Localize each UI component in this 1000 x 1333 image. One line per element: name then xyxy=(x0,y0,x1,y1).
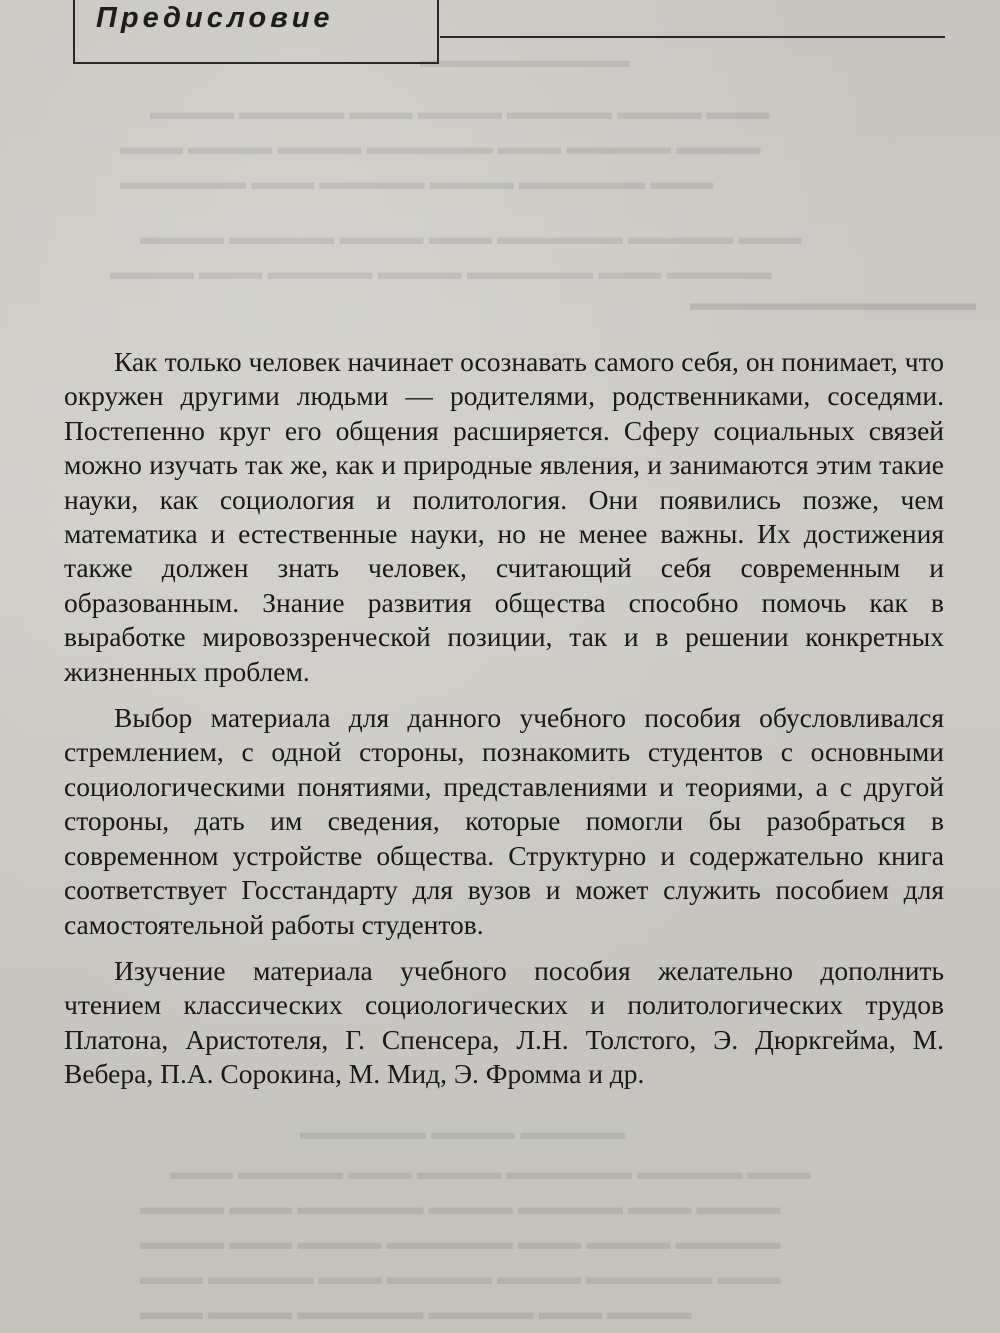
page-title: Предисловие xyxy=(96,2,334,34)
bleed-through-text: ▬▬▬ ▬▬▬▬▬ ▬▬▬▬▬▬ ▬▬▬ ▬▬▬▬ ▬▬▬▬▬ ▬▬▬▬ xyxy=(140,225,802,249)
paragraph-2: Выбор материала для данного учебного пособия обусловливался стремлением, с одной стороны, познакомить студентов с основными социологическими понятиями, представлениями и теориями, а с другой стороны, дать им сведения, которые помогли бы разобраться в современном устройстве общества. Структурно и содержательно книга соответствует Госстандарту для вузов и может служить пособием для самостоятельной работы студентов. xyxy=(64,702,944,940)
bleed-through-heading: ▬▬▬▬▬▬▬▬▬▬▬▬▬ xyxy=(690,290,976,315)
bleed-through-text: ▬▬▬▬▬ ▬▬▬ ▬▬▬▬▬▬ ▬▬▬▬ ▬▬▬▬▬ ▬▬▬ ▬▬▬▬ xyxy=(110,260,772,284)
header-rule xyxy=(440,36,945,38)
bleed-through-text: ▬▬▬▬▬▬▬▬▬▬ xyxy=(420,48,630,72)
bleed-through-text: ▬▬▬▬ ▬▬▬ ▬▬▬▬▬ ▬▬▬▬ ▬▬▬▬▬▬ ▬▬▬ ▬▬▬▬ xyxy=(140,1195,781,1219)
paragraph-1: Как только человек начинает осознавать самого себя, он понимает, что окружен другими людьми — родителями, родственниками, соседями. Постепенно круг его общения расширяется. Сферу социальных связей можно изучать так же, как и природные явления, и занимаются этим такие науки, как социология и политология. Они появились позже, чем математика и естественные науки, но не менее важны. Их достижения также должен знать человек, считающий себя современным и образованным. Знание развития общества способно помочь как в выработке мировоззренческой позиции, так и в решении конкретных жизненных проблем. xyxy=(64,346,944,687)
bleed-through-text: ▬▬▬▬▬ ▬▬▬▬ ▬▬▬▬▬▬ xyxy=(300,1120,626,1144)
paragraph-3: Изучение материала учебного пособия желательно дополнить чтением классических социологических и политологических трудов Платона, Аристотеля, Г. Спенсера, Л.Н. Толстого, Э. Дюркгейма, М. Вебера, П.А. Сорокина, М. Мид, Э. Фромма и др. xyxy=(64,954,944,1090)
bleed-through-text: ▬▬▬ ▬▬▬▬▬▬ ▬▬▬▬ ▬▬▬▬▬ ▬▬▬ ▬▬▬▬▬ ▬▬▬ xyxy=(140,1265,781,1289)
bleed-through-text: ▬▬▬▬▬ ▬▬▬▬ ▬▬▬ ▬▬▬▬▬▬ ▬▬▬▬ ▬▬▬ ▬▬▬▬ xyxy=(140,1230,781,1254)
bleed-through-text: ▬▬▬ ▬▬▬▬▬ ▬▬▬▬▬▬ ▬▬▬▬ ▬▬▬ ▬▬▬▬▬ ▬▬▬ xyxy=(170,1160,811,1184)
bleed-through-text: ▬▬▬ ▬▬▬▬▬▬ ▬▬▬▬ ▬▬▬▬▬ ▬▬▬ ▬▬▬▬▬▬ xyxy=(120,170,714,194)
preface-body xyxy=(64,345,944,1104)
bleed-through-text: ▬▬▬▬ ▬▬▬ ▬▬▬▬▬ ▬▬▬▬▬▬ ▬▬▬▬ ▬▬▬ xyxy=(140,1300,692,1324)
bleed-through-text: ▬▬▬▬ ▬▬▬▬▬ ▬▬▬ ▬▬▬▬▬▬ ▬▬▬▬ ▬▬▬▬ ▬▬▬ xyxy=(120,135,761,159)
bleed-through-text: ▬▬▬ ▬▬▬▬ ▬▬▬▬▬ ▬▬▬▬ ▬▬▬ ▬▬▬▬▬ ▬▬▬▬ xyxy=(150,100,770,124)
